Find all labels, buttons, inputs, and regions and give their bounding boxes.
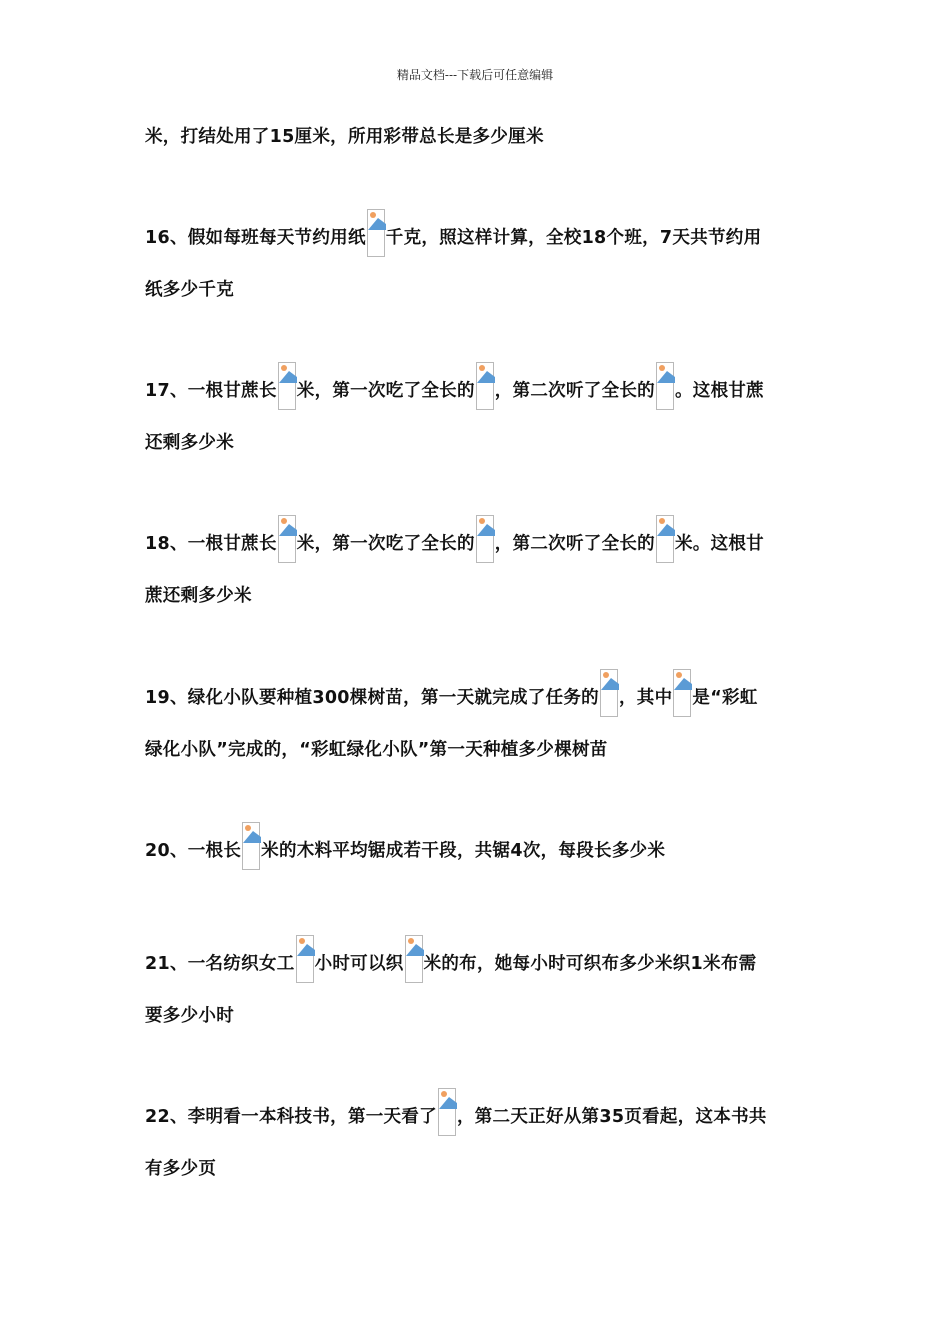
broken-image-icon — [656, 515, 674, 563]
problem-17-text-a: 17、一根甘蔗长 — [145, 381, 277, 401]
broken-image-icon — [278, 515, 296, 563]
problem-17-text-d: 。这根甘蔗 — [674, 381, 764, 401]
problem-17 — [145, 362, 810, 470]
problem-18 — [145, 515, 810, 623]
problem-19-text-b: ，其中 — [618, 688, 673, 708]
problem-15-line-1: 米，打结处用了15厘米，所用彩带总长是多少厘米 — [145, 127, 544, 147]
problem-21-line-1 — [145, 935, 810, 989]
broken-image-icon — [476, 362, 494, 410]
problem-17-line-1 — [145, 362, 810, 416]
problem-21-text-c: 米的布，她每小时可织布多少米织1米布需 — [423, 954, 757, 974]
problem-16-text-b: 千克，照这样计算，全校18个班，7天共节约用 — [385, 228, 762, 248]
problem-21-text-b: 小时可以织 — [314, 954, 404, 974]
broken-image-icon — [673, 669, 691, 717]
problem-19-line-1 — [145, 669, 810, 723]
problem-19-line-2: 绿化小队”完成的，“彩虹绿化小队”第一天种植多少棵树苗 — [145, 740, 608, 760]
broken-image-icon — [438, 1088, 456, 1136]
problem-21-line-2: 要多少小时 — [145, 1006, 234, 1026]
problem-19-text-c: 是“彩虹 — [692, 688, 758, 708]
problem-16 — [145, 209, 810, 317]
page-header: 精品文档---下载后可任意编辑 — [396, 68, 554, 82]
problem-18-text-c: ，第二次听了全长的 — [494, 534, 655, 554]
problem-16-line-2: 纸多少千克 — [145, 280, 234, 300]
broken-image-icon — [367, 209, 385, 257]
problem-18-text-b: 米，第一次吃了全长的 — [296, 534, 475, 554]
broken-image-icon — [600, 669, 618, 717]
problem-18-line-1 — [145, 515, 810, 569]
problem-22-line-1 — [145, 1088, 810, 1142]
broken-image-icon — [656, 362, 674, 410]
problem-20-text-a: 20、一根长 — [145, 841, 242, 861]
broken-image-icon — [242, 822, 260, 870]
problem-21 — [145, 935, 810, 1043]
problem-20-line-1 — [145, 822, 810, 876]
problem-16-text-a: 16、假如每班每天节约用纸 — [145, 228, 366, 248]
broken-image-icon — [476, 515, 494, 563]
problem-17-text-c: ，第二次听了全长的 — [494, 381, 655, 401]
problem-20-text-b: 米的木料平均锯成若干段，共锯4次，每段长多少米 — [261, 841, 666, 861]
problem-18-line-2: 蔗还剩多少米 — [145, 586, 252, 606]
problem-21-text-a: 21、一名纺织女工 — [145, 954, 295, 974]
broken-image-icon — [405, 935, 423, 983]
broken-image-icon — [296, 935, 314, 983]
problem-18-text-a: 18、一根甘蔗长 — [145, 534, 277, 554]
problem-22 — [145, 1088, 810, 1196]
problem-15-continued — [145, 110, 810, 164]
problem-18-text-d: 米。这根甘 — [674, 534, 764, 554]
problem-19-text-a: 19、绿化小队要种植300棵树苗，第一天就完成了任务的 — [145, 688, 599, 708]
broken-image-icon — [278, 362, 296, 410]
problem-17-text-b: 米，第一次吃了全长的 — [296, 381, 475, 401]
problem-20 — [145, 822, 810, 876]
problem-22-line-2: 有多少页 — [145, 1159, 217, 1179]
problem-22-text-a: 22、李明看一本科技书，第一天看了 — [145, 1107, 437, 1127]
problem-16-line-1 — [145, 209, 810, 263]
problem-17-line-2: 还剩多少米 — [145, 433, 234, 453]
problem-22-text-b: ，第二天正好从第35页看起，这本书共 — [456, 1107, 767, 1127]
problem-19 — [145, 669, 810, 777]
